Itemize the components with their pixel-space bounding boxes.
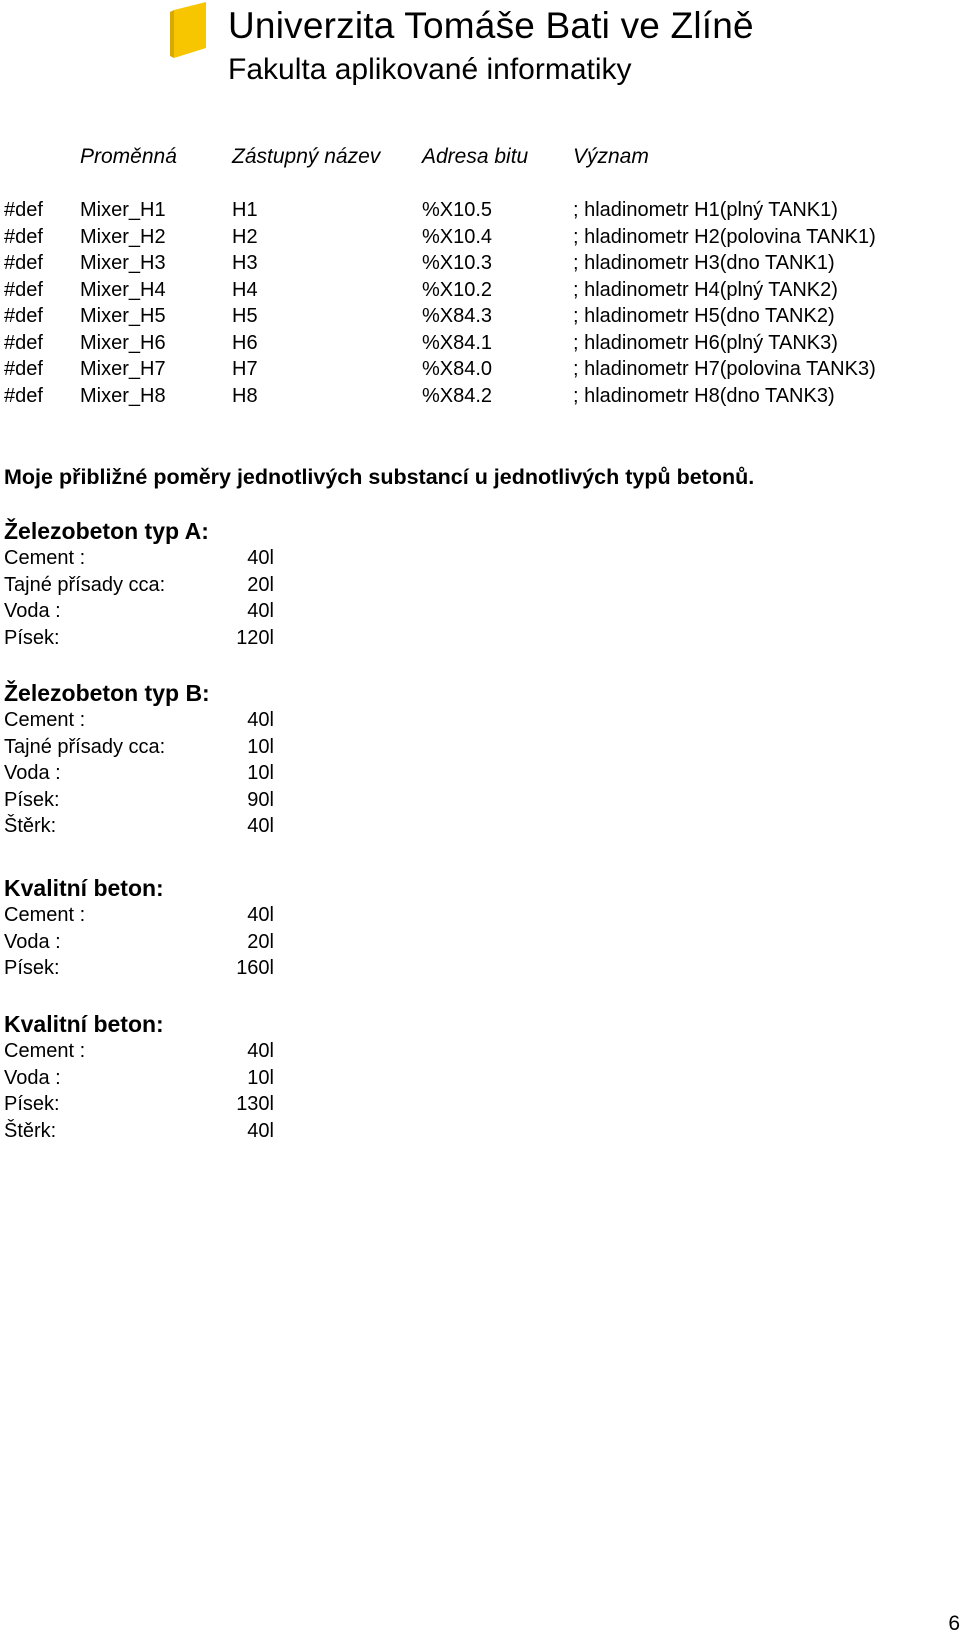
variable-cell: Mixer_H3	[80, 252, 166, 274]
ingredient-amount: 90l	[247, 788, 274, 811]
variable-cell: Mixer_H6	[80, 331, 166, 354]
ingredient-amount: 10l	[247, 735, 274, 758]
meaning-cell: ; hladinometr H6(plný TANK3)	[573, 331, 838, 354]
list-item	[4, 1118, 304, 1145]
recipe-title: Kvalitní beton:	[4, 875, 164, 901]
ingredient-name: Voda :	[4, 762, 61, 784]
table-header	[0, 145, 960, 175]
university-logo-icon	[170, 2, 210, 58]
alias-cell: H7	[232, 358, 258, 380]
address-cell: %X10.4	[422, 225, 493, 248]
address-cell: %X84.3	[422, 305, 493, 327]
table-row	[0, 250, 960, 277]
directive-cell: #def	[4, 225, 43, 248]
university-name: Univerzita Tomáše Bati ve Zlíně	[228, 5, 754, 46]
list-item	[4, 1065, 304, 1092]
list-item	[4, 572, 304, 599]
list-item	[4, 902, 304, 929]
recipe-reinforced-concrete-b	[4, 679, 304, 840]
meaning-cell: ; hladinometr H3(dno TANK1)	[573, 252, 835, 274]
ingredient-name: Cement :	[4, 904, 86, 926]
ingredient-name: Voda :	[4, 1066, 61, 1089]
meaning-cell: ; hladinometr H7(polovina TANK3)	[573, 358, 876, 380]
table-row	[0, 197, 960, 224]
alias-cell: H5	[232, 305, 258, 327]
directive-cell: #def	[4, 252, 43, 274]
list-item	[4, 760, 304, 787]
ingredient-name: Písek:	[4, 1093, 60, 1115]
column-header-meaning: Význam	[573, 145, 649, 168]
meaning-cell: ; hladinometr H8(dno TANK3)	[573, 384, 835, 407]
ingredient-amount: 160l	[236, 957, 274, 979]
directive-cell: #def	[4, 278, 43, 301]
list-item	[4, 707, 304, 734]
recipe-quality-concrete-1	[4, 874, 304, 982]
address-cell: %X84.2	[422, 384, 493, 407]
recipe-title: Železobeton typ B:	[4, 680, 210, 706]
address-cell: %X10.5	[422, 199, 493, 221]
ingredient-amount: 120l	[236, 626, 274, 649]
variable-cell: Mixer_H7	[80, 358, 166, 380]
variable-cell: Mixer_H2	[80, 225, 166, 248]
list-item	[4, 1038, 304, 1065]
recipes-intro: Moje přibližné poměry jednotlivých substancí u jednotlivých typů betonů.	[4, 465, 755, 489]
alias-cell: H3	[232, 252, 258, 274]
ingredient-amount: 40l	[247, 1040, 274, 1062]
list-item	[4, 787, 304, 814]
list-item	[4, 955, 304, 982]
list-item	[4, 625, 304, 652]
variable-cell: Mixer_H5	[80, 305, 166, 327]
address-cell: %X10.2	[422, 278, 493, 301]
directive-cell: #def	[4, 199, 43, 221]
alias-cell: H8	[232, 384, 258, 407]
table-row	[0, 224, 960, 251]
ingredient-amount: 20l	[247, 573, 274, 596]
recipe-quality-concrete-2	[4, 1010, 304, 1144]
meaning-cell: ; hladinometr H1(plný TANK1)	[573, 199, 838, 221]
variable-cell: Mixer_H1	[80, 199, 166, 221]
column-header-bit-address: Adresa bitu	[422, 145, 529, 168]
definitions-table	[0, 197, 960, 409]
meaning-cell: ; hladinometr H2(polovina TANK1)	[573, 225, 876, 248]
directive-cell: #def	[4, 331, 43, 354]
variable-cell: Mixer_H8	[80, 384, 166, 407]
address-cell: %X10.3	[422, 252, 493, 274]
list-item	[4, 545, 304, 572]
table-row	[0, 303, 960, 330]
ingredient-name: Písek:	[4, 957, 60, 979]
alias-cell: H4	[232, 278, 258, 301]
list-item	[4, 929, 304, 956]
faculty-name: Fakulta aplikované informatiky	[228, 53, 632, 86]
ingredient-name: Písek:	[4, 788, 60, 811]
table-row	[0, 383, 960, 410]
ingredient-name: Voda :	[4, 600, 61, 622]
recipe-reinforced-concrete-a	[4, 517, 304, 651]
table-row	[0, 356, 960, 383]
list-item	[4, 598, 304, 625]
ingredient-amount: 10l	[247, 1066, 274, 1089]
meaning-cell: ; hladinometr H5(dno TANK2)	[573, 305, 835, 327]
list-item	[4, 734, 304, 761]
list-item	[4, 813, 304, 840]
page-header	[170, 2, 770, 92]
ingredient-name: Cement :	[4, 1040, 86, 1062]
meaning-cell: ; hladinometr H4(plný TANK2)	[573, 278, 838, 301]
ingredient-amount: 40l	[247, 547, 274, 569]
page-number: 6	[948, 1612, 960, 1635]
alias-cell: H1	[232, 199, 258, 221]
list-item	[4, 1091, 304, 1118]
directive-cell: #def	[4, 384, 43, 407]
address-cell: %X84.0	[422, 358, 493, 380]
directive-cell: #def	[4, 305, 43, 327]
variable-cell: Mixer_H4	[80, 278, 166, 301]
ingredient-name: Cement :	[4, 547, 86, 569]
ingredient-amount: 40l	[247, 600, 274, 622]
ingredient-amount: 40l	[247, 904, 274, 926]
alias-cell: H6	[232, 331, 258, 354]
ingredient-amount: 40l	[247, 815, 274, 837]
recipe-title: Železobeton typ A:	[4, 518, 209, 544]
directive-cell: #def	[4, 358, 43, 380]
alias-cell: H2	[232, 225, 258, 248]
ingredient-name: Štěrk:	[4, 815, 57, 837]
ingredient-name: Písek:	[4, 626, 60, 649]
column-header-variable: Proměnná	[80, 145, 177, 168]
ingredient-name: Voda :	[4, 930, 61, 953]
ingredient-amount: 10l	[247, 762, 274, 784]
table-row	[0, 277, 960, 304]
address-cell: %X84.1	[422, 331, 493, 354]
column-header-alias: Zástupný název	[232, 145, 381, 168]
ingredient-amount: 40l	[247, 1119, 274, 1142]
table-row	[0, 330, 960, 357]
ingredient-amount: 20l	[247, 930, 274, 953]
ingredient-name: Cement :	[4, 709, 86, 731]
ingredient-name: Tajné přísady cca:	[4, 573, 166, 596]
ingredient-name: Tajné přísady cca:	[4, 735, 166, 758]
ingredient-amount: 130l	[236, 1093, 274, 1115]
ingredient-name: Štěrk:	[4, 1119, 57, 1142]
recipe-title: Kvalitní beton:	[4, 1011, 164, 1037]
ingredient-amount: 40l	[247, 709, 274, 731]
